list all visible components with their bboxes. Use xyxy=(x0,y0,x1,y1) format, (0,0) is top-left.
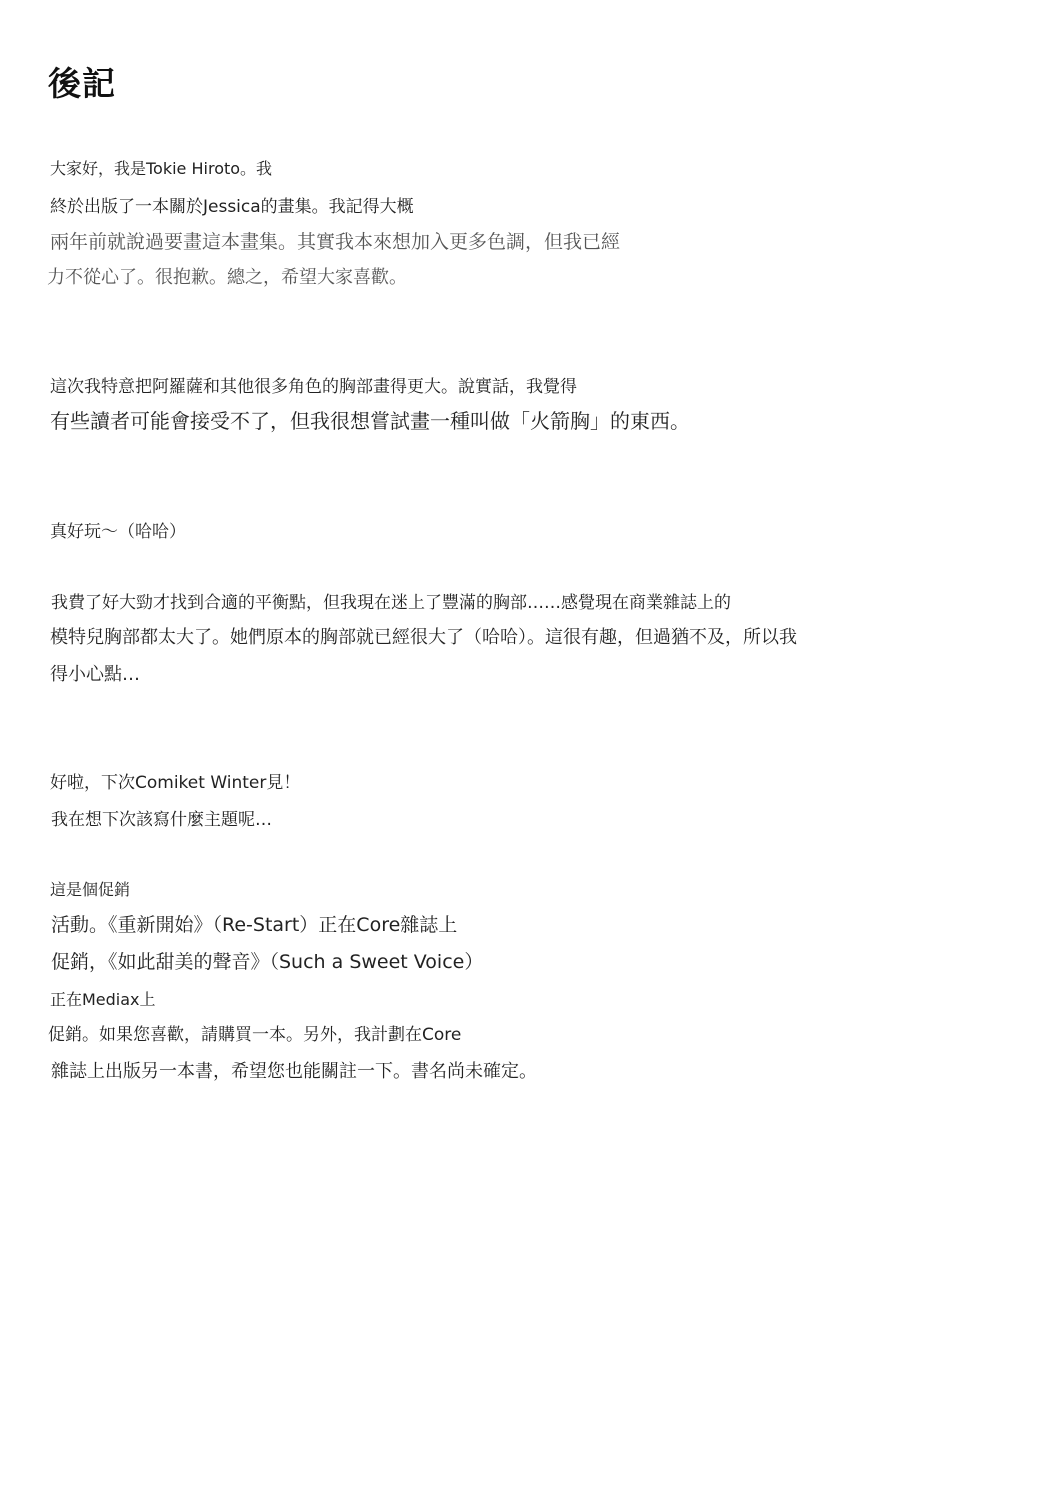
text-line: 真好玩～（哈哈） xyxy=(50,522,186,542)
text-line: 促銷。如果您喜歡，請購買一本。另外，我計劃在Core xyxy=(48,1025,462,1045)
text-line: 有些讀者可能會接受不了，但我很想嘗試畫一種叫做「火箭胸」的東西。 xyxy=(50,409,690,433)
text-line: 終於出版了一本關於Jessica的畫集。我記得大概 xyxy=(50,197,414,217)
text-line: 雜誌上出版另一本書，希望您也能關註一下。書名尚未確定。 xyxy=(51,1061,537,1082)
text-line: 我費了好大勁才找到合適的平衡點，但我現在迷上了豐滿的胸部……感覺現在商業雜誌上的 xyxy=(51,593,731,613)
text-line: 好啦，下次Comiket Winter見！ xyxy=(50,773,301,793)
text-line: 正在Mediax上 xyxy=(50,990,156,1009)
text-line: 活動。《重新開始》（Re-Start）正在Core雜誌上 xyxy=(51,914,458,936)
text-line: 模特兒胸部都太大了。她們原本的胸部就已經很大了（哈哈）。這很有趣，但過猶不及，所以我 xyxy=(50,627,797,648)
text-line: 這次我特意把阿羅薩和其他很多角色的胸部畫得更大。說實話，我覺得 xyxy=(50,377,577,397)
text-line: 兩年前就說過要畫這本畫集。其實我本來想加入更多色調，但我已經 xyxy=(50,231,621,253)
text-line: 得小心點… xyxy=(50,664,140,685)
text-line: 力不從心了。很抱歉。總之，希望大家喜歡。 xyxy=(47,267,407,288)
text-line: 促銷，《如此甜美的聲音》（Such a Sweet Voice） xyxy=(51,951,484,973)
page-title: 後記 xyxy=(48,64,116,103)
text-line: 這是個促銷 xyxy=(50,880,131,899)
text-line: 我在想下次該寫什麼主題呢… xyxy=(51,810,272,830)
text-line: 大家好，我是Tokie Hiroto。我 xyxy=(50,159,273,178)
